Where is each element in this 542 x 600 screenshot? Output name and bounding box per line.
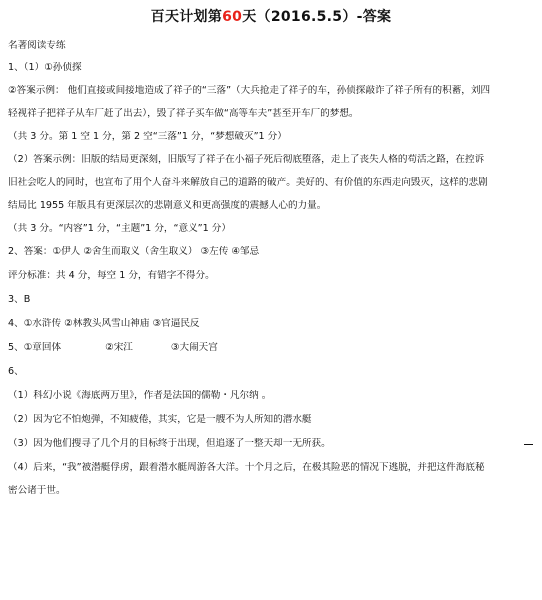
q1-part2-line1: （2）答案示例：旧版的结局更深刻，旧版写了祥子在小福子死后彻底堕落，走上了丧失人格的苟活之路，在控诉 (8, 154, 485, 165)
q1-part2-line2: 旧社会吃人的同时，也宣布了用个人奋斗来解放自己的道路的破产。美好的、有价值的东西走向毁灭，这样的悲剧 (8, 177, 488, 188)
q5-item-1: 5、①章回体 (8, 342, 62, 353)
q1-part2-line3: 结局比 1955 年版具有更深层次的悲剧意义和更高强度的震撼人心的力量。 (8, 200, 327, 211)
q1-part1-example-line2: 轻视祥子把祥子从车厂赶了出去），毁了祥子买车做“高等车夫”甚至开车厂的梦想。 (8, 108, 359, 119)
q4-answer: 4、①水浒传 ②林教头风雪山神庙 ③官逼民反 (8, 318, 200, 329)
section-heading: 名著阅读专练 (8, 40, 66, 51)
q6-answer-4-line2: 密公诸于世。 (8, 485, 66, 496)
q1-part2-score: （共 3 分。“内容”1 分，“主题”1 分，“意义”1 分） (8, 223, 231, 234)
q5-item-2: ②宋江 (105, 342, 133, 353)
q1-part1-label: 1、（1）①孙侦探 (8, 62, 82, 73)
q5-answer (8, 342, 536, 354)
q5-item-3: ③大闹天宫 (170, 342, 218, 353)
q6-label: 6、 (8, 366, 24, 377)
q6-answer-1: （1）科幻小说《海底两万里》，作者是法国的儒勒・凡尔纳 。 (8, 390, 272, 401)
q2-answer: 2、答案：①伊人 ②舍生而取义（舍生取义） ③左传 ④邹忌 (8, 246, 260, 257)
q6-answer-2: （2）因为它不怕炮弹，不知疲倦，其实，它是一艘不为人所知的潜水艇 (8, 414, 312, 425)
title-suffix: 天（2016.5.5）-答案 (242, 9, 392, 25)
q2-score: 评分标准：共 4 分，每空 1 分，有错字不得分。 (8, 270, 215, 281)
blank-underline (524, 444, 533, 445)
title-day-number: 60 (222, 9, 243, 25)
q3-answer: 3、B (8, 294, 31, 305)
page-title (0, 6, 542, 26)
q6-answer-3: （3）因为他们搜寻了几个月的目标终于出现，但追逐了一整天却一无所获。 (8, 438, 331, 449)
title-prefix: 百天计划第 (150, 9, 223, 25)
q1-part1-example-line1: ②答案示例： 他们直接或间接地造成了祥子的“三落”（大兵抢走了祥子的车，孙侦探敲诈了祥子所有的积蓄，刘四 (8, 85, 491, 96)
q1-part1-score: （共 3 分。第 1 空 1 分，第 2 空“三落”1 分，“梦想破灭”1 分） (8, 131, 287, 142)
q6-answer-4-line1: （4）后来，“我”被潜艇俘虏，跟着潜水艇周游各大洋。十个月之后，在极其险恶的情况下逃脱，并把这件海底秘 (8, 462, 485, 473)
